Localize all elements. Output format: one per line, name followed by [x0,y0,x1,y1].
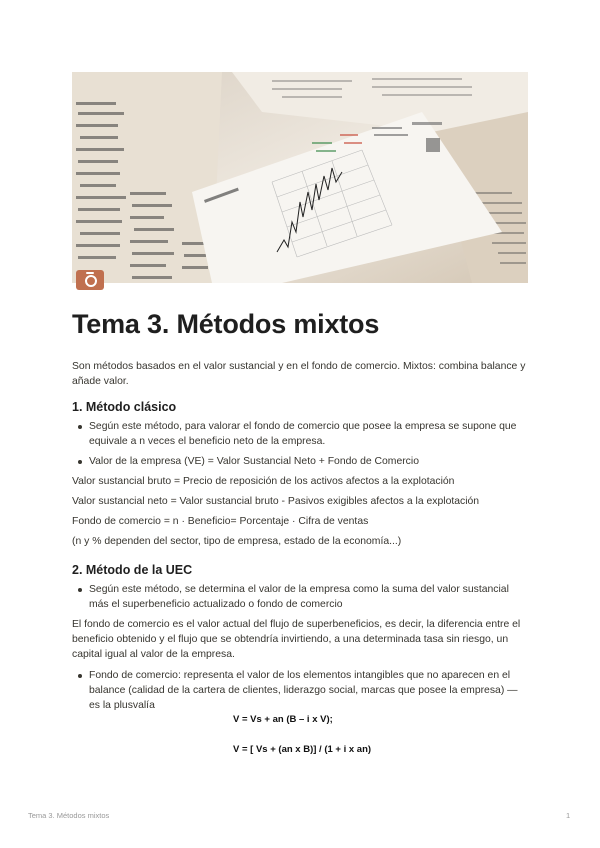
section-heading-metodo-clasico: 1. Método clásico [72,400,177,414]
page-content [72,302,528,718]
cover-image [72,72,528,283]
bullet-list [72,668,528,713]
list-item: Valor de la empresa (VE) = Valor Sustancial Neto + Fondo de Comercio [72,454,528,469]
text-line: Fondo de comercio = n · Beneficio= Porcentaje · Cifra de ventas [72,516,369,527]
paragraph: El fondo de comercio es el valor actual del flujo de superbeneficios, es decir, la diferencia entre el beneficio obtenido y el flujo que se obtendría invirtiendo, a una determinada tasa sin riesgo, un capital igual al valor de la empresa. [72,619,521,660]
bullet-list [72,582,528,612]
formula: V = [ Vs + (an x B)] / (1 + i x an) [233,744,372,755]
page-title: Tema 3. Métodos mixtos [72,309,380,339]
text-line: (n y % dependen del sector, tipo de empresa, estado de la economía...) [72,536,402,547]
footer-title: Tema 3. Métodos mixtos [28,811,110,820]
text-line: Valor sustancial neto = Valor sustancial bruto - Pasivos exigibles afectos a la explotación [72,496,480,507]
list-item: Según este método, se determina el valor de la empresa como la suma del valor sustancial más el superbeneficio actualizado o fondo de comercio [72,582,528,612]
list-item: Fondo de comercio: representa el valor de los elementos intangibles que no aparecen en el balance (calidad de la cartera de clientes, liderazgo social, marcas que posee la empresa) — es la plusvalía [72,668,528,713]
camera-icon[interactable] [76,270,104,290]
intro-paragraph: Son métodos basados en el valor sustancial y en el fondo de comercio. Mixtos: combina balance y añade valor. [72,361,526,387]
formula: V = Vs + an (B – i x V); [233,714,333,725]
list-item: Según este método, para valorar el fondo de comercio que posee la empresa se supone que equivale a n veces el beneficio neto de la empresa. [72,419,528,449]
page-number: 1 [566,811,571,820]
bullet-list [72,419,528,469]
section-heading-metodo-uec: 2. Método de la UEC [72,563,193,577]
text-line: Valor sustancial bruto = Precio de reposición de los activos afectos a la explotación [72,476,455,487]
